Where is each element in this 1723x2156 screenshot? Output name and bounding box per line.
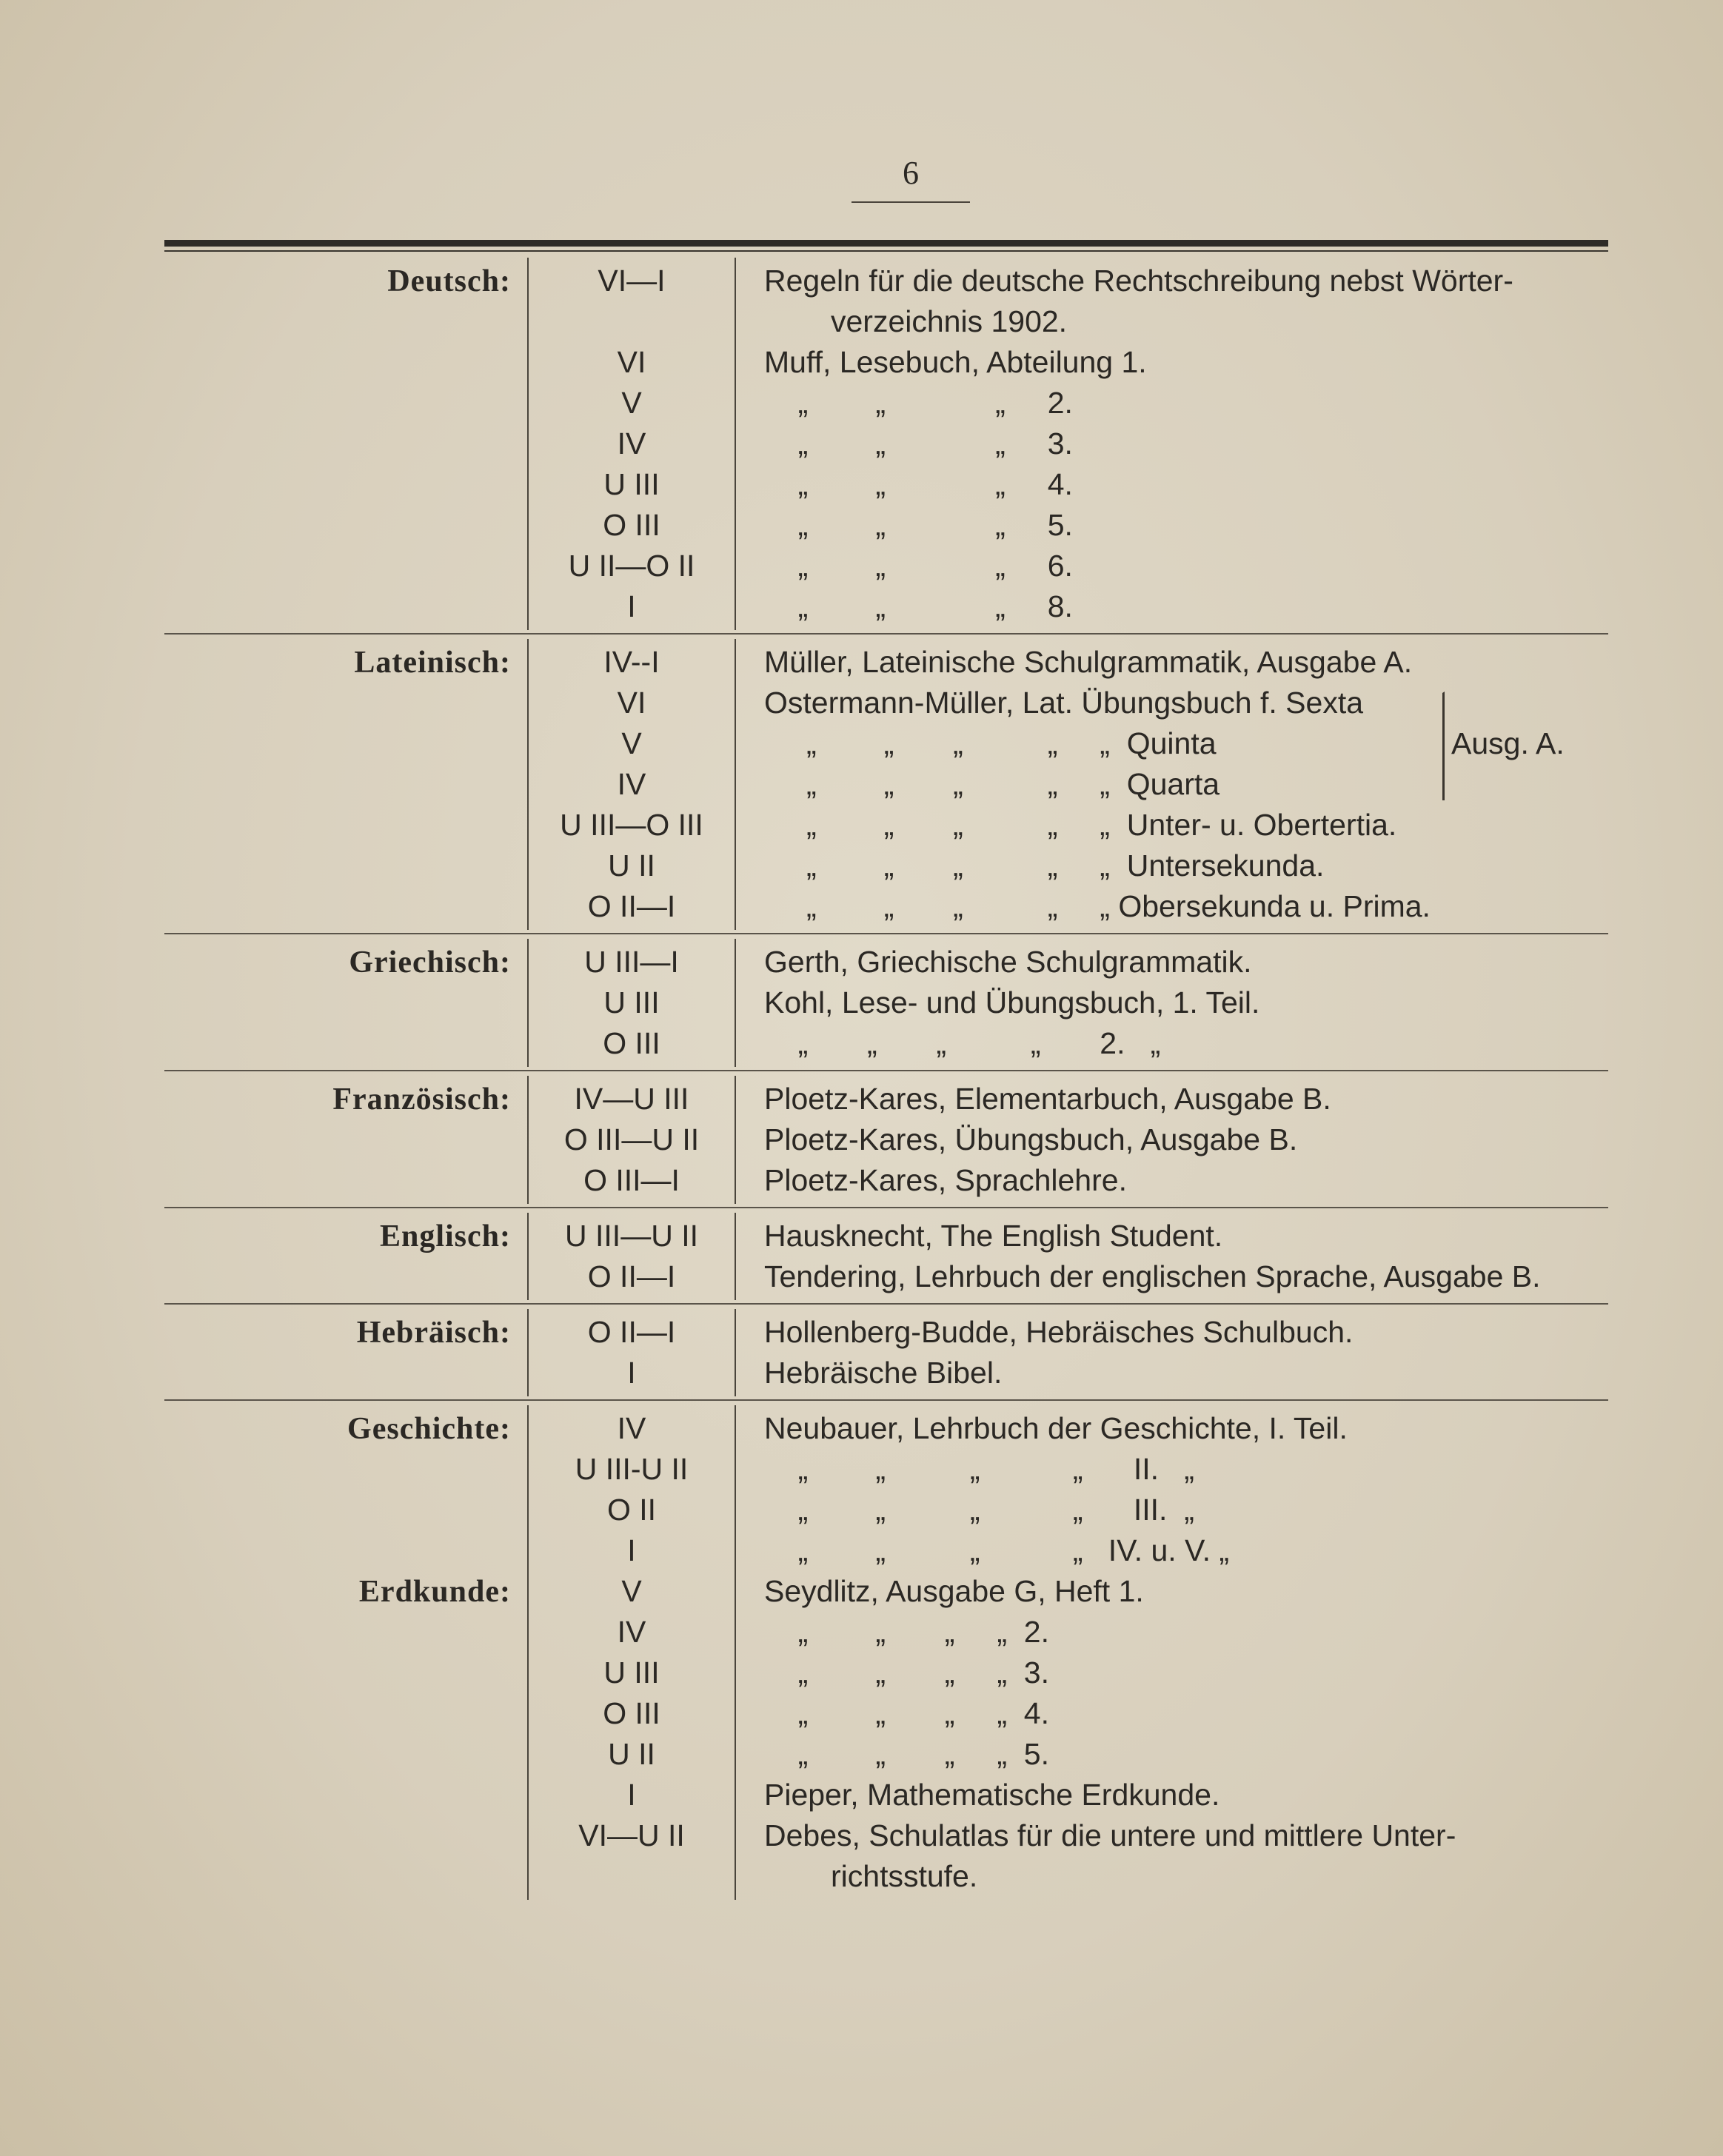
- book-title: Gerth, Griechische Schulgrammatik.: [764, 945, 1252, 979]
- book-title: Tendering, Lehrbuch der englischen Sprache, Ausgabe B.: [764, 1259, 1541, 1293]
- class-level: U II—O II: [568, 549, 695, 583]
- table-row: [164, 940, 1608, 981]
- book-title: „ „ „ „ 2. „: [764, 1026, 1161, 1060]
- top-rule: [164, 240, 1608, 247]
- subject-section: [164, 1303, 1608, 1399]
- table-row: [164, 1814, 1608, 1855]
- table-row: [164, 981, 1608, 1022]
- table-row: [164, 1529, 1608, 1570]
- class-level: O II—I: [587, 889, 676, 923]
- book-title: „ „ „ „ 5.: [764, 1737, 1049, 1771]
- table-row: [164, 763, 1608, 803]
- class-level: IV: [617, 426, 646, 461]
- table-row: [164, 885, 1608, 925]
- table-row: [164, 463, 1608, 503]
- book-title: Debes, Schulatlas für die untere und mittlere Unter-: [764, 1818, 1456, 1852]
- book-title: „ „ „ „ „ Obersekunda u. Prima.: [764, 889, 1431, 923]
- book-title: Pieper, Mathematische Erdkunde.: [764, 1778, 1220, 1812]
- class-level: V: [621, 1574, 642, 1608]
- class-level: U III—I: [584, 945, 679, 979]
- class-level: V: [621, 386, 642, 420]
- class-level: V: [621, 726, 642, 760]
- book-title: „ „ „ „ 2.: [764, 1615, 1049, 1649]
- class-level: I: [627, 1533, 636, 1567]
- subject-section: [164, 1207, 1608, 1303]
- book-title: Neubauer, Lehrbuch der Geschichte, I. Teil.: [764, 1411, 1348, 1445]
- class-level: VI: [617, 686, 646, 720]
- class-level: O III: [603, 1696, 660, 1730]
- table-row: [164, 1488, 1608, 1529]
- subject-label: Englisch:: [379, 1219, 511, 1253]
- table-row: [164, 585, 1608, 626]
- class-level: IV: [617, 1411, 646, 1445]
- table-row: [164, 381, 1608, 422]
- book-title: Müller, Lateinische Schulgrammatik, Ausgabe A.: [764, 645, 1413, 679]
- table-row: [164, 1407, 1608, 1447]
- class-level: IV: [617, 1615, 646, 1649]
- textbook-table: [164, 253, 1608, 1903]
- book-title: Regeln für die deutsche Rechtschreibung nebst Wörter-: [764, 264, 1513, 298]
- class-level: U III—O III: [560, 808, 703, 842]
- class-level: I: [627, 1356, 636, 1390]
- subject-section: [164, 1399, 1608, 1903]
- class-level: U III: [603, 467, 660, 501]
- table-row: [164, 544, 1608, 585]
- table-row: [164, 803, 1608, 844]
- class-level: O III—I: [583, 1163, 680, 1197]
- class-level: IV--I: [603, 645, 660, 679]
- table-row: [164, 722, 1608, 763]
- table-row: [164, 844, 1608, 885]
- table-row: [164, 1351, 1608, 1392]
- table-row: [164, 1118, 1608, 1159]
- class-level: O II—I: [587, 1259, 676, 1293]
- table-row: [164, 1773, 1608, 1814]
- book-title: Ploetz-Kares, Elementarbuch, Ausgabe B.: [764, 1082, 1331, 1116]
- table-row: [164, 1610, 1608, 1651]
- page-number-rule: [852, 201, 970, 203]
- subject-section: [164, 253, 1608, 633]
- subject-label: Deutsch:: [387, 264, 511, 298]
- class-level: O II: [606, 1493, 657, 1527]
- book-title: „ „ „ 8.: [764, 589, 1073, 623]
- class-level: O III: [603, 1026, 660, 1060]
- subject-label: Erdkunde:: [358, 1575, 511, 1609]
- subject-label: Geschichte:: [347, 1412, 511, 1446]
- table-row: [164, 1855, 1608, 1895]
- book-title: Hebräische Bibel.: [764, 1356, 1003, 1390]
- class-level: U III—U II: [565, 1219, 698, 1253]
- table-row: [164, 1447, 1608, 1488]
- table-row: [164, 1159, 1608, 1199]
- class-level: I: [627, 589, 636, 623]
- table-row: [164, 1255, 1608, 1296]
- table-row: [164, 1570, 1608, 1610]
- book-title: „ „ „ „ III. „: [764, 1493, 1194, 1527]
- book-title: Ploetz-Kares, Sprachlehre.: [764, 1163, 1127, 1197]
- class-level: U III: [603, 985, 660, 1020]
- subject-label: Griechisch:: [349, 945, 511, 980]
- book-title: „ „ „ „ II. „: [764, 1452, 1194, 1486]
- book-title: „ „ „ 4.: [764, 467, 1073, 501]
- table-row: [164, 422, 1608, 463]
- class-level: U III: [603, 1656, 660, 1690]
- table-row: [164, 1732, 1608, 1773]
- subject-section: [164, 933, 1608, 1070]
- book-title: „ „ „ „ „ Quarta: [764, 767, 1220, 801]
- table-row: [164, 1022, 1608, 1062]
- book-title: verzeichnis 1902.: [831, 304, 1068, 338]
- ausgabe-label: Ausg. A.: [1451, 726, 1565, 760]
- book-title: „ „ „ „ 3.: [764, 1656, 1049, 1690]
- book-title: „ „ „ „ „ Unter- u. Obertertia.: [764, 808, 1397, 842]
- subject-label: Französisch:: [332, 1082, 511, 1116]
- brace: [1432, 692, 1445, 800]
- book-title: Hollenberg-Budde, Hebräisches Schulbuch.: [764, 1315, 1354, 1349]
- subject-section: [164, 633, 1608, 933]
- book-title: „ „ „ „ IV. u. V. „: [764, 1533, 1230, 1567]
- table-row: [164, 640, 1608, 681]
- top-rule-thin: [164, 250, 1608, 252]
- class-level: VI: [617, 345, 646, 379]
- book-title: Muff, Lesebuch, Abteilung 1.: [764, 345, 1147, 379]
- table-row: [164, 341, 1608, 381]
- table-row: [164, 1651, 1608, 1692]
- table-row: [164, 1310, 1608, 1351]
- book-title: „ „ „ 5.: [764, 508, 1073, 542]
- book-title: Ploetz-Kares, Übungsbuch, Ausgabe B.: [764, 1122, 1298, 1156]
- page-number: 6: [903, 155, 919, 191]
- class-level: O III—U II: [563, 1122, 700, 1156]
- table-row: [164, 1214, 1608, 1255]
- class-level: I: [627, 1778, 636, 1812]
- book-title: „ „ „ „ 4.: [764, 1696, 1049, 1730]
- book-title: Hausknecht, The English Student.: [764, 1219, 1223, 1253]
- book-title: Seydlitz, Ausgabe G, Heft 1.: [764, 1574, 1144, 1608]
- table-row: [164, 1692, 1608, 1732]
- book-title: „ „ „ „ „ Quinta: [764, 726, 1217, 760]
- class-level: U II: [608, 848, 655, 883]
- subject-section: [164, 1070, 1608, 1207]
- class-level: U III-U II: [575, 1452, 689, 1486]
- book-title: Ostermann-Müller, Lat. Übungsbuch f. Sexta: [764, 686, 1364, 720]
- subject-label: Hebräisch:: [356, 1316, 511, 1350]
- class-level: IV: [617, 767, 646, 801]
- book-title: „ „ „ 2.: [764, 386, 1073, 420]
- table-row: [164, 503, 1608, 544]
- book-title: „ „ „ „ „ Untersekunda.: [764, 848, 1325, 883]
- class-level: IV—U III: [574, 1082, 689, 1116]
- book-title: richtsstufe.: [831, 1859, 978, 1893]
- class-level: U II: [608, 1737, 655, 1771]
- table-row: [164, 259, 1608, 300]
- class-level: VI—I: [598, 264, 666, 298]
- book-title: Kohl, Lese- und Übungsbuch, 1. Teil.: [764, 985, 1260, 1020]
- class-level: O II—I: [587, 1315, 676, 1349]
- class-level: O III: [603, 508, 660, 542]
- table-row: [164, 300, 1608, 341]
- table-row: [164, 681, 1608, 722]
- book-title: „ „ „ 3.: [764, 426, 1073, 461]
- subject-label: Lateinisch:: [354, 646, 511, 680]
- book-title: „ „ „ 6.: [764, 549, 1073, 583]
- table-row: [164, 1077, 1608, 1118]
- class-level: VI—U II: [578, 1818, 685, 1852]
